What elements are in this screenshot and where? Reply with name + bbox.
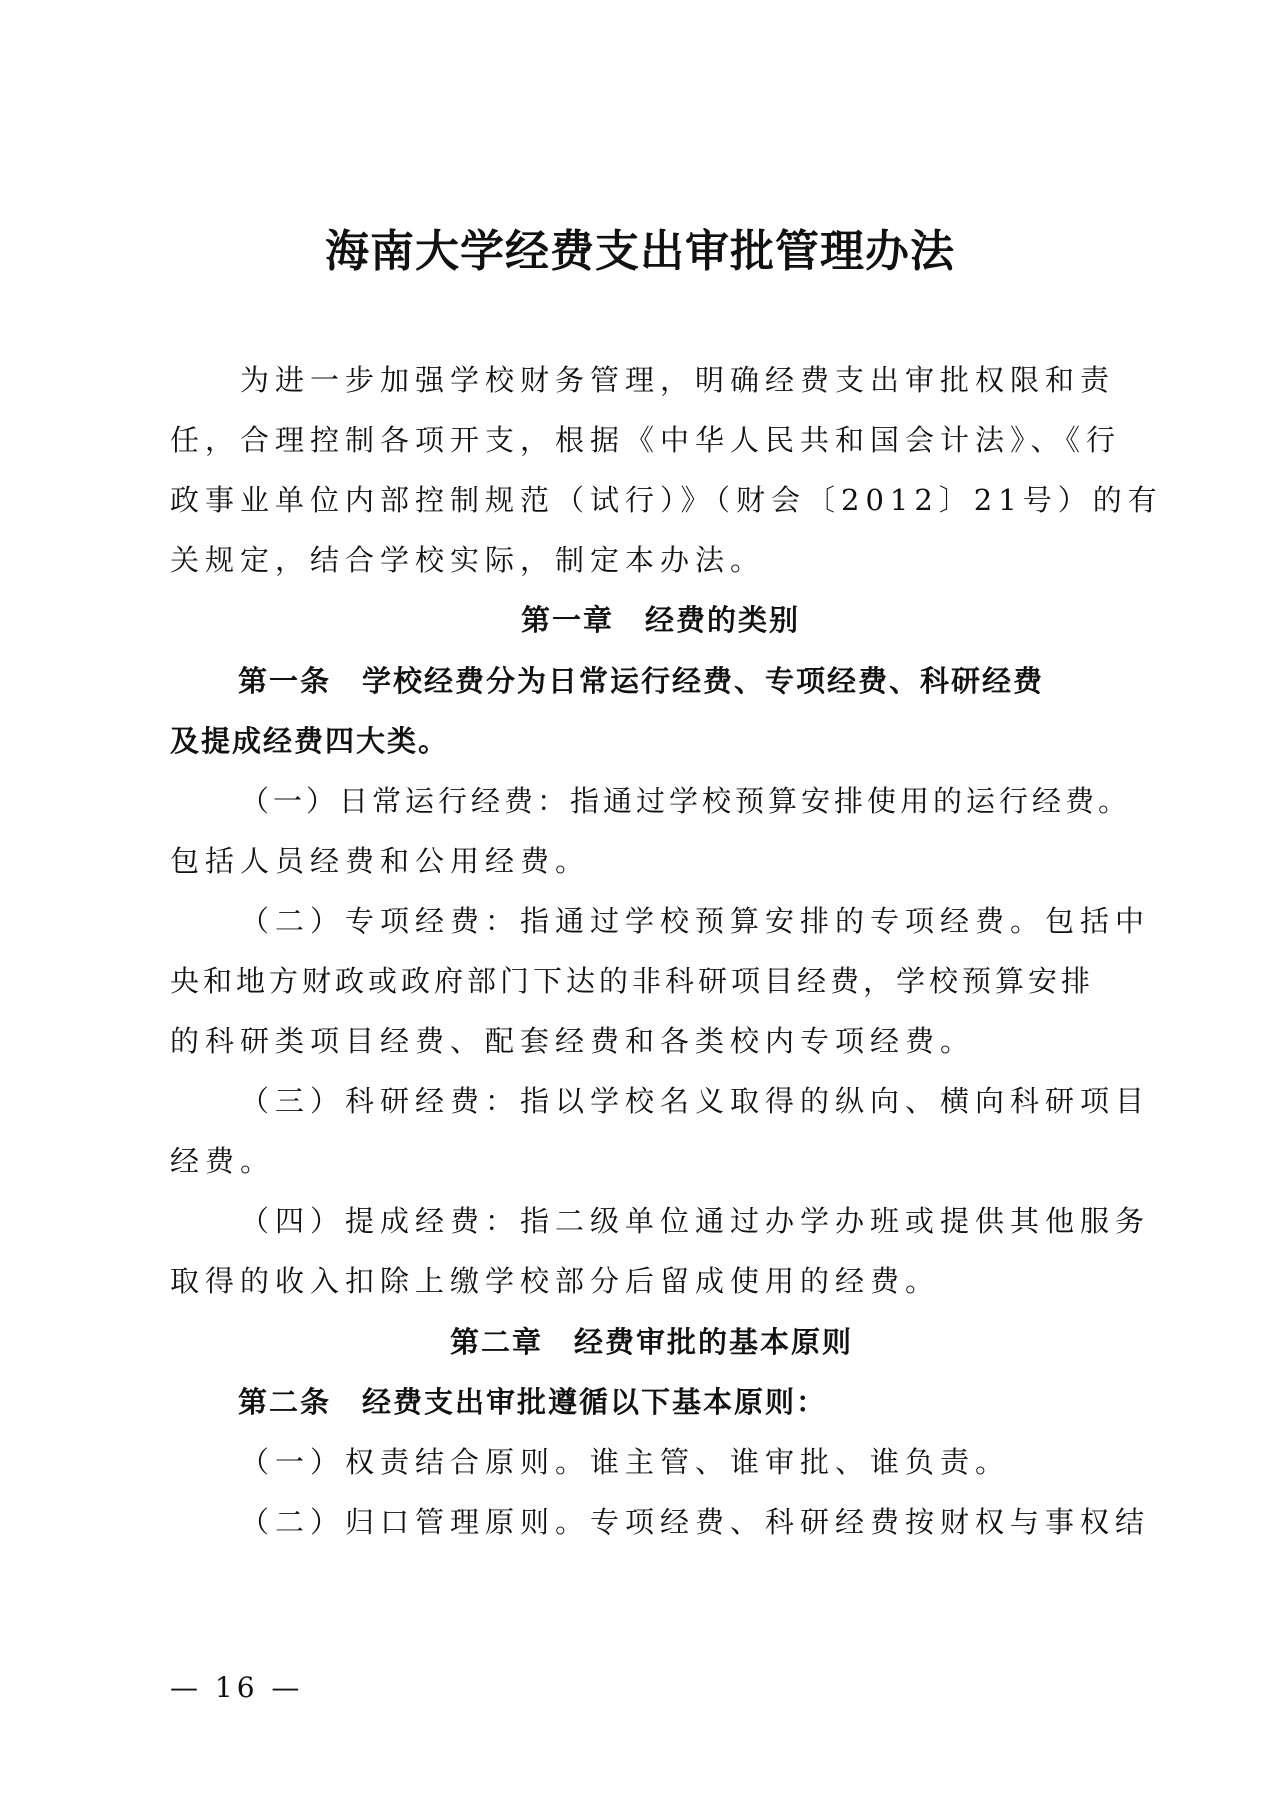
- document-title: 海南大学经费支出审批管理办法: [325, 226, 955, 277]
- article-line: 第一条 学校经费分为日常运行经费、专项经费、科研经费: [238, 664, 1045, 698]
- paragraph-line: （二）专项经费：指通过学校预算安排的专项经费。包括中: [240, 904, 1151, 938]
- paragraph-line: 包括人员经费和公用经费。: [170, 844, 591, 878]
- paragraph-line: 关规定，结合学校实际，制定本办法。: [170, 543, 766, 577]
- paragraph-line: 取得的收入扣除上缴学校部分后留成使用的经费。: [170, 1264, 941, 1298]
- article-line: 及提成经费四大类。: [170, 724, 450, 758]
- article-line: 第二条 经费支出审批遵循以下基本原则：: [238, 1385, 828, 1419]
- paragraph-line: 经费。: [170, 1144, 276, 1178]
- paragraph-line: 的科研类项目经费、配套经费和各类校内专项经费。: [170, 1024, 976, 1058]
- chapter-heading: 第二章 经费审批的基本原则: [450, 1325, 854, 1359]
- paragraph-line: （三）科研经费：指以学校名义取得的纵向、横向科研项目: [240, 1084, 1151, 1118]
- paragraph-line: （四）提成经费：指二级单位通过办学办班或提供其他服务: [240, 1204, 1151, 1238]
- chapter-heading: 第一章 经费的类别: [521, 603, 801, 637]
- paragraph-line: （一）日常运行经费：指通过学校预算安排使用的运行经费。: [240, 784, 1132, 818]
- paragraph-line: （一）权责结合原则。谁主管、谁审批、谁负责。: [240, 1445, 1011, 1479]
- page-number: — 16 —: [170, 1671, 304, 1704]
- paragraph-line: 任，合理控制各项开支，根据《中华人民共和国会计法》、《行: [170, 423, 1122, 457]
- paragraph-line: 为进一步加强学校财务管理，明确经费支出审批权限和责: [240, 363, 1116, 397]
- paragraph-line: 央和地方财政或政府部门下达的非科研项目经费，学校预算安排: [170, 964, 1095, 998]
- paragraph-line: （二）归口管理原则。专项经费、科研经费按财权与事权结: [240, 1505, 1151, 1539]
- paragraph-line: 政事业单位内部控制规范（试行）》（财会〔2012〕21号）的有: [170, 483, 1163, 517]
